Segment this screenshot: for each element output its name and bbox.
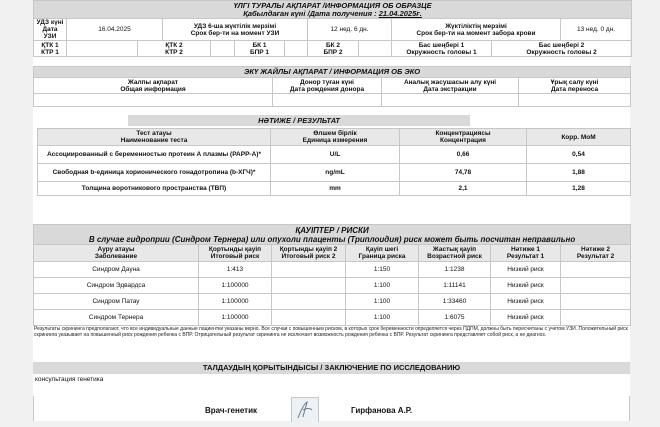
frame-line-left [33, 396, 34, 421]
result-row: Ассоциированный с беременностью протеин А плазмы (PAPP-A)* U/L 0,66 0,54 [38, 146, 631, 164]
risk-subtitle: В случае гидроприи (Синдром Тернера) или опухоли плаценты (Триплоидия) риск может быть посчитан неправильно [88, 234, 576, 244]
result-table: Тест атауы Наименование теста Өлшем бірлік Единица измерения Концентрациясы Концентрация Корр. МоМ Ассоциированный с беременностью протеин А плазмы (PAPP-A)* U/L 0,66 0,54 Свободная b-единица хорионического гонадотропина (b-ХГЧ)* ng/mL 74,78 1,88 Толщина воротникового пространства (ТВП) mm 2,1 1,28 [37, 128, 631, 196]
sample-info-title: ҮЛГІ ТУРАЛЫ АҚПАРАТ /ИНФОРМАЦИЯ ОБ ОБРАЗЦЕ [233, 0, 432, 10]
risk-table: ҚАУІПТЕР / РИСКИ В случае гидроприи (Синдром Тернера) или опухоли плаценты (Триплоидия) риск может быть посчитан неправильно Ауру атауы Заболевание Қортынды қауіп Итоговый риск Қортынды қауіп 2 Итоговый риск 2 Қауіп шегі Граница риска Жастық қауіп Возрастной риск Нәтиже 1 Результат 1 Нәтиже 2 Результат 2 Синдром Дауна 1:413 1:150 1:1238 Низкий риск Синдром Эдвардса 1:100000 1:100 1:11141 Низкий риск Синдром Патау 1:100000 1:100 1:33460 Низкий риск Синдром Тернера 1:100000 1:100 1:6075 Низкий риск [33, 224, 631, 326]
risk-disclaimer: Результаты скрининга предполагают, что все индивидуальные данные пациентки указаны верно. Все случаи с повышенным риском, в которых срок беременности определяется через ПДПМ, должны быть пересчитаны с учетом УЗИ. Положительный риск скрининга указывает на повышенный риск рождения ребенка с ВПР. Отрицательный результат скрининга не исключает возможность рождения ребенка с ВПР. Результат скрининга представляет собой риск, а не диагноз. [34, 326, 628, 338]
eko-title: ЭКҮ ЖАЙЛЫ АҚПАРАТ / ИНФОРМАЦИЯ ОБ ЭКО [34, 67, 631, 78]
risk-row: Синдром Патау 1:100000 1:100 1:33460 Низкий риск [34, 294, 631, 310]
received-date-line: Қабылдаған күні /Дата получения : 21.04.2025ғ. [243, 8, 422, 18]
signature-image [291, 397, 319, 422]
uzi-date: 16.04.2025 [67, 19, 163, 41]
conclusion-title: ТАЛДАУДЫҢ ҚОРЫТЫНДЫСЫ / ЗАКЛЮЧЕНИЕ ПО ИССЛЕДОВАНИЮ [33, 362, 630, 374]
term-uzi: 12 нед. 6 дн. [308, 19, 392, 41]
risk-title: ҚАУІПТЕР / РИСКИ [295, 225, 369, 235]
report-page [33, 0, 630, 421]
sample-info-table: ҮЛГІ ТУРАЛЫ АҚПАРАТ /ИНФОРМАЦИЯ ОБ ОБРАЗЦЕ Қабылдаған күні /Дата получения : 21.04.2025ғ. УДЗ күні Дата УЗИ 16.04.2025 УДЗ 6-ша жүктілік мерзімі Срок бер-ти на момент УЗИ 12 нед. 6 дн. Жүктіліктің мерзімі Срок бер-ти на момент забора крови 13 нед. 0 дн. ҚТК 1 КТР 1 ҚТК 2 КТР 2 БК 1 БПР 1 БК 2 БПР 2 Бас шеңбері 1 Окружность головы 1 Бас шеңбері 2 Окружность головы 2 [33, 0, 632, 57]
result-title: НӘТИЖЕ / РЕЗУЛЬТАТ [128, 115, 470, 126]
frame-line-right [629, 396, 630, 421]
eko-table: ЭКҮ ЖАЙЛЫ АҚПАРАТ / ИНФОРМАЦИЯ ОБ ЭКО Жалпы ақпарат Общая информация Донор туған күні Дата рождения донора Аналық жасушасын алу күні Дата экстракции Ұрық салу күні Дата переноса [33, 66, 631, 107]
risk-row: Синдром Эдвардса 1:100000 1:100 1:11141 Низкий риск [34, 278, 631, 294]
received-date: 21.04.2025ғ. [378, 8, 422, 18]
result-row: Толщина воротникового пространства (ТВП) mm 2,1 1,28 [38, 182, 631, 196]
doctor-label: Врач-генетик [205, 406, 258, 415]
doctor-name: Гирфанова А.Р. [351, 406, 413, 415]
conclusion-text: консультация генетика [35, 376, 104, 383]
risk-row: Синдром Дауна 1:413 1:150 1:1238 Низкий риск [34, 262, 631, 278]
risk-row: Синдром Тернера 1:100000 1:100 1:6075 Низкий риск [34, 310, 631, 326]
result-row: Свободная b-единица хорионического гонадотропина (b-ХГЧ)* ng/mL 74,78 1,88 [38, 164, 631, 182]
term-blood: 13 нед. 0 дн. [561, 19, 632, 41]
